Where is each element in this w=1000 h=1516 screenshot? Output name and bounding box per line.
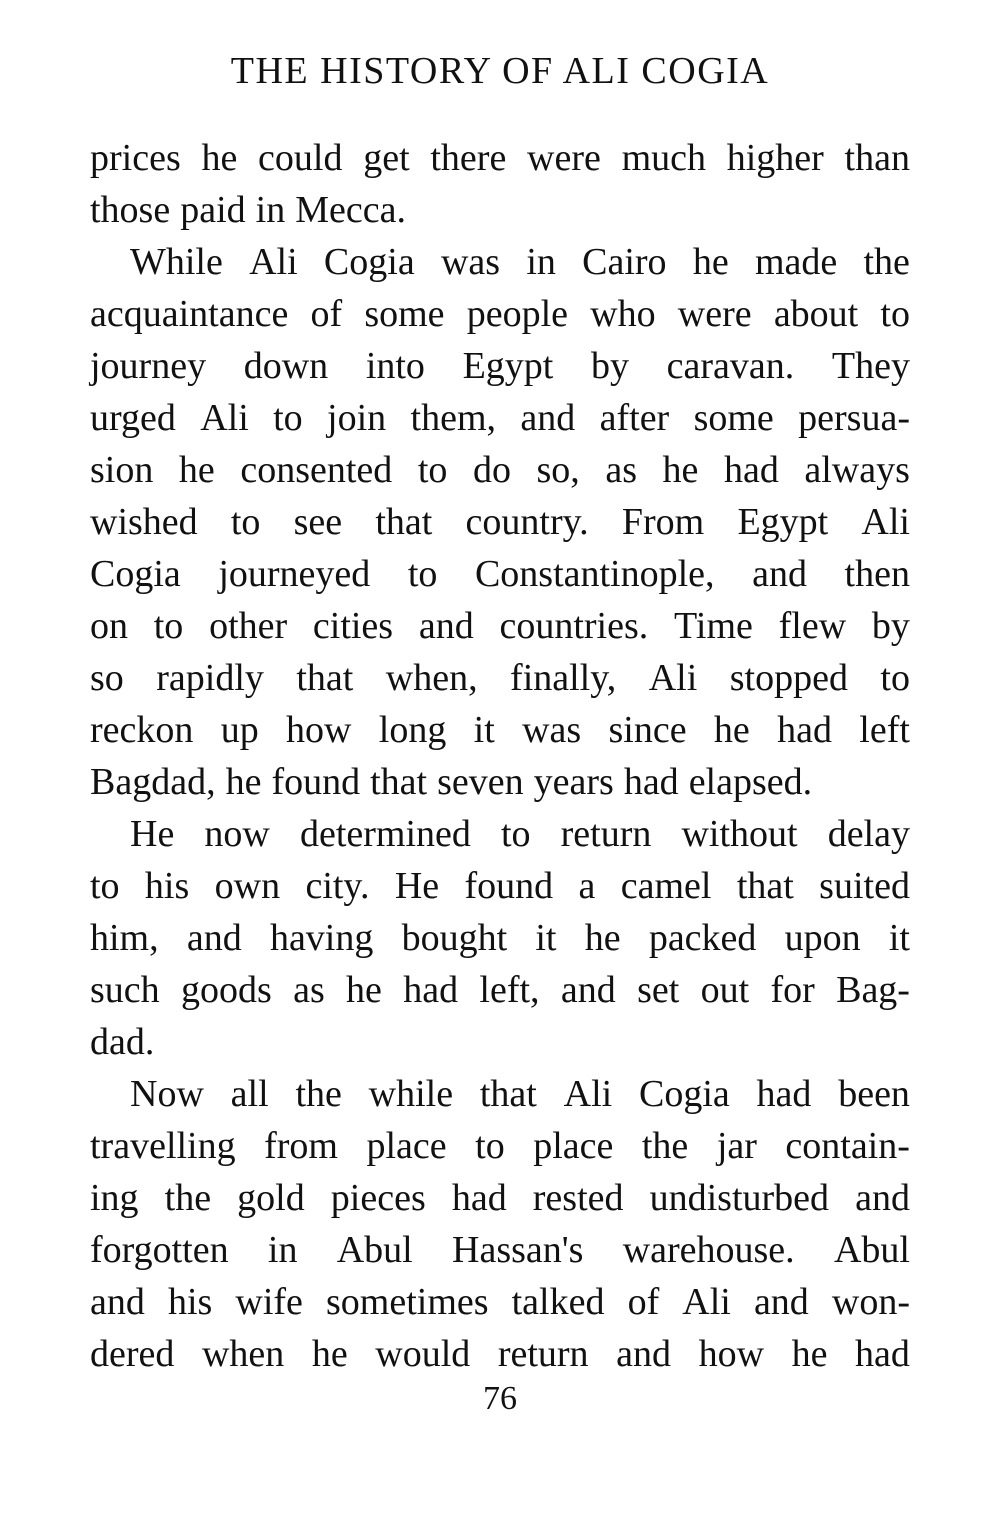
text-line: wished to see that country. From Egypt Ali — [90, 501, 910, 543]
text-line: While Ali Cogia was in Cairo he made the — [130, 241, 910, 283]
text-line: Bagdad, he found that seven years had elapsed. — [90, 761, 813, 803]
text-line: He now determined to return without delay — [130, 813, 910, 855]
text-line: Cogia journeyed to Constantinople, and then — [90, 553, 910, 595]
running-title: THE HISTORY OF ALI COGIA — [230, 50, 770, 92]
text-line: acquaintance of some people who were about to — [90, 293, 910, 335]
paragraph — [90, 1068, 910, 1380]
text-line: sion he consented to do so, as he had always — [90, 449, 910, 491]
text-line: forgotten in Abul Hassan's warehouse. Abul — [90, 1229, 910, 1271]
text-line: dered when he would return and how he had — [90, 1333, 910, 1375]
paragraph — [90, 236, 910, 808]
paragraph — [90, 808, 910, 1068]
text-line: so rapidly that when, finally, Ali stopped to — [90, 657, 910, 699]
page-number: 76 — [483, 1380, 517, 1417]
text-line: such goods as he had left, and set out for Bag- — [90, 969, 910, 1011]
text-line: him, and having bought it he packed upon it — [90, 917, 910, 959]
body-text — [90, 132, 910, 1380]
paragraph — [90, 132, 910, 236]
text-line: travelling from place to place the jar contain- — [90, 1125, 910, 1167]
text-line: Now all the while that Ali Cogia had been — [130, 1073, 910, 1115]
text-line: to his own city. He found a camel that suited — [90, 865, 910, 907]
text-line: journey down into Egypt by caravan. They — [90, 345, 910, 387]
text-line: urged Ali to join them, and after some persua- — [90, 397, 910, 439]
text-line: and his wife sometimes talked of Ali and won- — [90, 1281, 910, 1323]
text-line: those paid in Mecca. — [90, 189, 406, 231]
text-line: prices he could get there were much higher than — [90, 137, 910, 179]
text-line: on to other cities and countries. Time flew by — [90, 605, 910, 647]
text-line: reckon up how long it was since he had left — [90, 709, 910, 751]
text-line: ing the gold pieces had rested undisturbed and — [90, 1177, 910, 1219]
text-line: dad. — [90, 1021, 155, 1063]
